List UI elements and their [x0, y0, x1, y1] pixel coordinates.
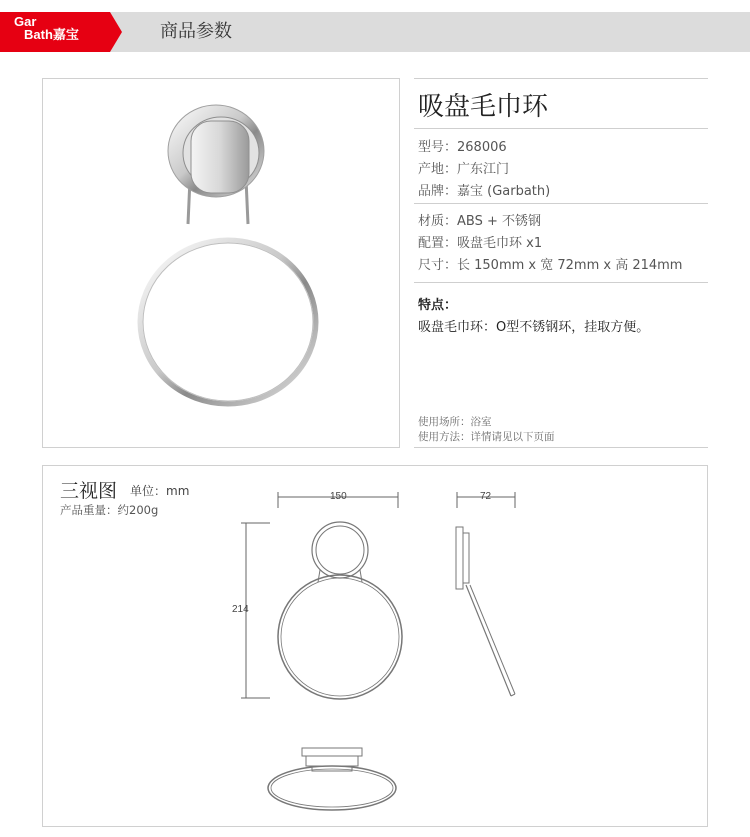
spec-model: 型号：268006 [418, 140, 507, 155]
dimension-width-label: 150 [330, 491, 347, 502]
spec-dimensions: 尺寸：长 150mm x 宽 72mm x 高 214mm [418, 258, 683, 273]
product-name: 吸盘毛巾环 [418, 92, 549, 122]
spec-brand: 品牌：嘉宝 (Garbath) [418, 184, 551, 199]
dimension-height-label: 214 [232, 604, 249, 615]
usage-method: 使用方法：详情请见以下页面 [418, 431, 555, 443]
features-heading: 特点： [418, 298, 458, 313]
top-view [268, 748, 396, 810]
features-text: 吸盘毛巾环：O型不锈钢环，挂取方便。 [418, 320, 650, 335]
usage-place: 使用场所：浴室 [418, 416, 492, 428]
side-view [456, 527, 515, 696]
weight-label: 产品重量：约200g [60, 503, 159, 517]
unit-label: 单位：mm [130, 484, 190, 498]
front-view [278, 522, 402, 699]
three-view-title: 三视图 [60, 480, 118, 502]
section-title: 商品参数 [160, 21, 232, 42]
logo-line-2: Bath嘉宝 [24, 27, 79, 42]
spec-origin: 产地：广东江门 [418, 162, 510, 177]
spec-configuration: 配置：吸盘毛巾环 x1 [418, 236, 543, 251]
dimension-depth-label: 72 [480, 491, 492, 502]
spec-material: 材质：ABS + 不锈钢 [418, 214, 541, 229]
logo-line-1: Gar [14, 14, 37, 29]
